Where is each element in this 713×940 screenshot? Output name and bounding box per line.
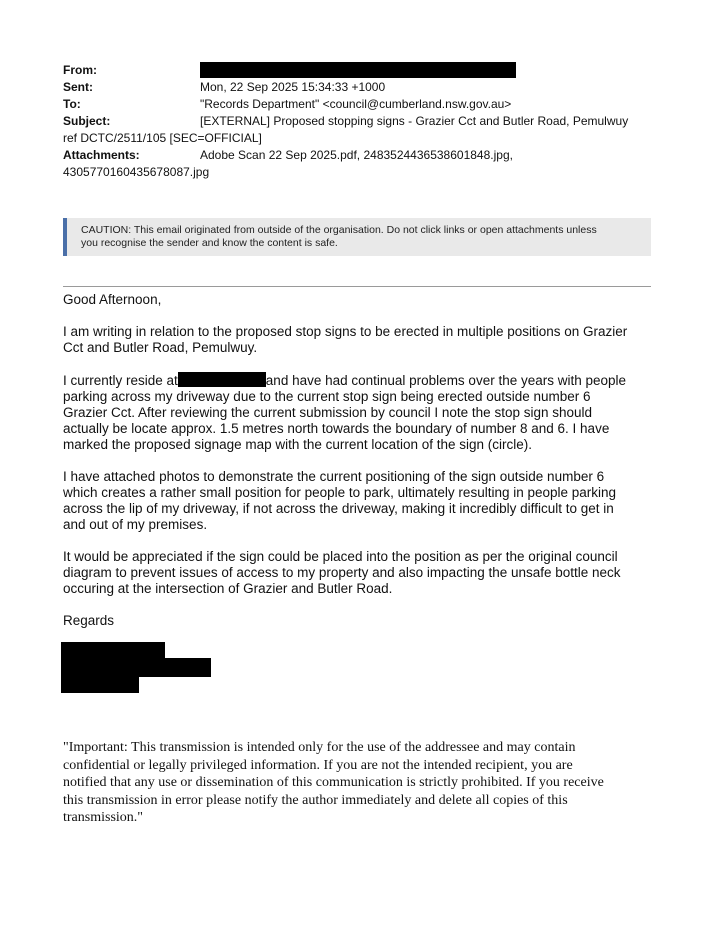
body-paragraph bbox=[63, 549, 653, 597]
header-attachments-row bbox=[63, 147, 663, 164]
disclaimer-line: "Important: This transmission is intended only for the use of the addressee and may contain bbox=[63, 740, 576, 755]
greeting bbox=[63, 292, 653, 308]
header-subject-row bbox=[63, 113, 663, 130]
to-value[interactable]: "Records Department" <council@cumberland.nsw.gov.au> bbox=[200, 97, 512, 111]
header-divider bbox=[63, 286, 651, 287]
paragraph-line: and out of my premises. bbox=[63, 517, 208, 532]
legal-disclaimer bbox=[63, 739, 663, 827]
attachments-list[interactable]: Adobe Scan 22 Sep 2025.pdf, 2483524436538601848.jpg, bbox=[200, 148, 513, 162]
caution-banner bbox=[63, 218, 651, 256]
redaction-block bbox=[200, 62, 516, 78]
paragraph-line bbox=[63, 372, 653, 389]
to-label: To: bbox=[63, 97, 81, 111]
sent-value: Mon, 22 Sep 2025 15:34:33 +1000 bbox=[200, 80, 386, 94]
caution-text-line: CAUTION: This email originated from outside of the organisation. Do not click links or open attachments unless bbox=[81, 224, 597, 236]
disclaimer-line: this transmission in error please notify the author immediately and delete all copies of this bbox=[63, 792, 568, 808]
paragraph-line: actually be locate approx. 1.5 metres north towards the boundary of number 8 and 6. I have bbox=[63, 421, 610, 436]
signoff bbox=[63, 613, 653, 629]
body-paragraph bbox=[63, 324, 653, 356]
from-label: From: bbox=[63, 63, 97, 77]
header-from-row bbox=[63, 62, 663, 79]
sent-label: Sent: bbox=[63, 80, 93, 94]
paragraph-line: marked the proposed signage map with the current location of the sign (circle). bbox=[63, 437, 532, 452]
header-subject-continuation bbox=[63, 130, 663, 147]
header-sent-row bbox=[63, 79, 663, 96]
paragraph-line: Grazier Cct. After reviewing the current submission by council I note the stop sign should bbox=[63, 405, 593, 420]
paragraph-line: parking across my driveway due to the current stop sign being erected outside number 6 bbox=[63, 389, 591, 404]
subject-value: [EXTERNAL] Proposed stopping signs - Grazier Cct and Butler Road, Pemulwuy bbox=[200, 114, 629, 128]
header-attachments-continuation bbox=[63, 164, 663, 181]
paragraph-text: I currently reside at bbox=[63, 373, 178, 388]
disclaimer-line: notified that any use or dissemination of this communication is strictly prohibited. If you receive bbox=[63, 775, 604, 790]
signoff-text: Regards bbox=[63, 613, 115, 628]
paragraph-line: It would be appreciated if the sign could be placed into the position as per the original council bbox=[63, 549, 618, 564]
disclaimer-line: confidential or legally privileged information. If you are not the intended recipient, you are bbox=[63, 757, 573, 773]
redaction-block bbox=[178, 372, 266, 387]
email-body bbox=[63, 292, 653, 629]
body-paragraph bbox=[63, 469, 653, 533]
attachments-list-continued[interactable]: 4305770160435678087.jpg bbox=[63, 165, 210, 179]
attachments-label: Attachments: bbox=[63, 148, 140, 162]
body-paragraph bbox=[63, 372, 653, 453]
paragraph-line: diagram to prevent issues of access to my property and also impacting the unsafe bottle neck bbox=[63, 565, 621, 580]
greeting-text: Good Afternoon, bbox=[63, 292, 162, 307]
paragraph-line: across the lip of my driveway, if not across the driveway, making it incredibly difficult to get in bbox=[63, 501, 614, 516]
paragraph-line: occuring at the intersection of Grazier and Butler Road. bbox=[63, 581, 393, 596]
disclaimer-line: transmission." bbox=[63, 810, 143, 825]
paragraph-line: I have attached photos to demonstrate the current positioning of the sign outside number 6 bbox=[63, 469, 605, 484]
header-to-row bbox=[63, 96, 663, 113]
email-header bbox=[63, 62, 663, 181]
subject-value-continued: ref DCTC/2511/105 [SEC=OFFICIAL] bbox=[63, 131, 262, 145]
paragraph-line: I am writing in relation to the proposed stop signs to be erected in multiple positions on Grazier bbox=[63, 324, 628, 339]
paragraph-line: Cct and Butler Road, Pemulwuy. bbox=[63, 340, 258, 355]
paragraph-line: which creates a rather small position for people to park, ultimately resulting in people parking bbox=[63, 485, 617, 500]
caution-text-line: you recognise the sender and know the content is safe. bbox=[81, 237, 338, 249]
signature-redaction bbox=[61, 642, 213, 694]
subject-label: Subject: bbox=[63, 114, 111, 128]
from-value bbox=[200, 62, 663, 79]
redaction-block bbox=[61, 675, 139, 693]
paragraph-text: and have had continual problems over the years with people bbox=[265, 373, 627, 388]
